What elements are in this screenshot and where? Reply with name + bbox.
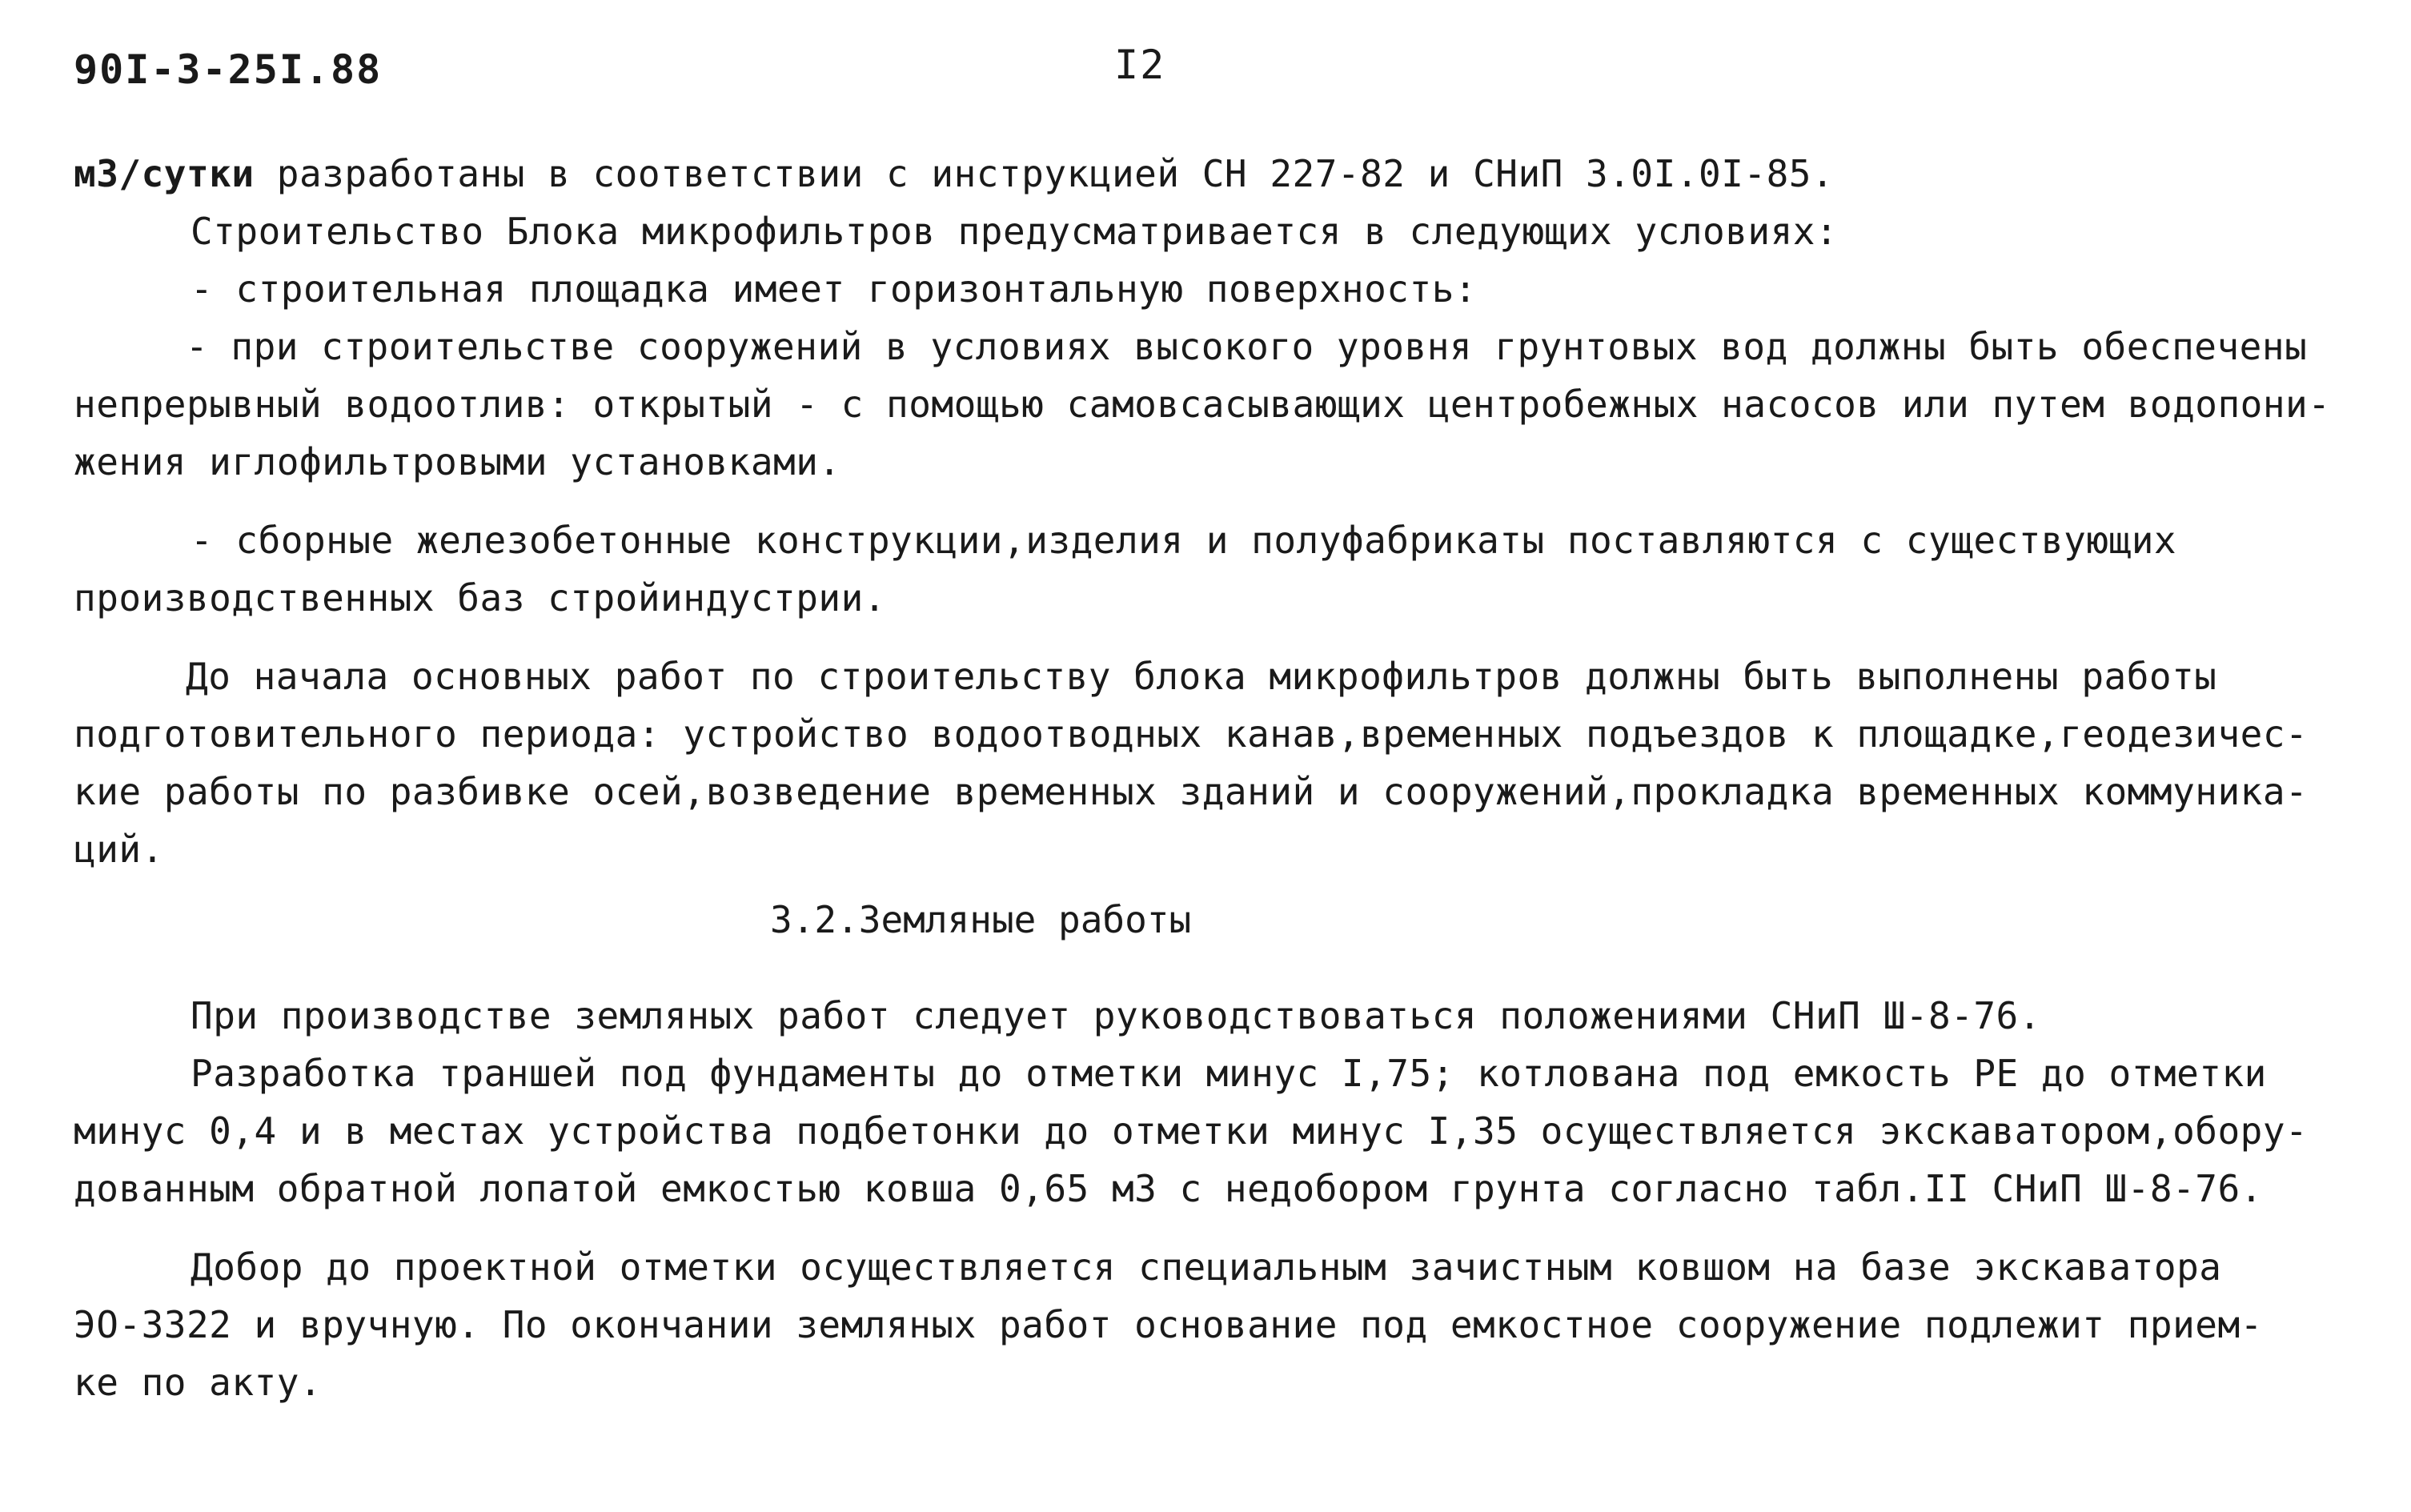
intro-rest: разработаны в соответствии с инструкцией СН 227-82 и СНиП 3.0I.0I-85. <box>276 152 1835 195</box>
prep-line-4: ций. <box>74 828 164 871</box>
prep-line-3: кие работы по разбивке осей,возведение временных зданий и сооружений,прокладка временных коммуника- <box>74 770 2309 813</box>
condition-item-2-line-1: - при строительстве сооружений в условиях высокого уровня грунтовых вод должны быть обеспечены <box>186 325 2308 368</box>
earthworks-p3-line-3: ке по акту. <box>74 1361 323 1404</box>
section-heading: 3.2.Земляные работы <box>770 898 1192 941</box>
condition-item-3-line-1: - сборные железобетонные конструкции,изделия и полуфабрикаты поставляются с существующих <box>191 519 2177 562</box>
prep-line-1: До начала основных работ по строительству блока микрофильтров должны быть выполнены работы <box>186 655 2217 698</box>
intro-lead: м3/сутки <box>74 152 255 195</box>
condition-item-2-line-2: непрерывный водоотлив: открытый - с помощью самовсасывающих центробежных насосов или путем водопони- <box>74 383 2331 426</box>
earthworks-p2-line-1: Разработка траншей под фундаменты до отметки минус I,75; котлована под емкость РЕ до отметки <box>191 1052 2267 1095</box>
earthworks-p2-line-2: минус 0,4 и в местах устройства подбетонки до отметки минус I,35 осуществляется экскаватором,обору- <box>74 1109 2309 1153</box>
page-number: I2 <box>1114 42 1166 88</box>
earthworks-p3-line-2: ЭО-3322 и вручную. По окончании земляных работ основание под емкостное сооружение подлежит прием- <box>74 1303 2263 1346</box>
condition-item-1: - строительная площадка имеет горизонтальную поверхность: <box>191 267 1478 311</box>
condition-item-2-line-3: жения иглофильтровыми установками. <box>74 440 841 483</box>
document-code: 90I-3-25I.88 <box>74 46 383 93</box>
intro-line <box>74 152 1834 195</box>
condition-item-3-line-2: производственных баз стройиндустрии. <box>74 576 886 620</box>
conditions-title: Строительство Блока микрофильтров предусматривается в следующих условиях: <box>191 210 1839 253</box>
earthworks-p2-line-3: дованным обратной лопатой емкостью ковша 0,65 м3 с недобором грунта согласно табл.II СНиП Ш-8-76. <box>74 1167 2263 1210</box>
prep-line-2: подготовительного периода: устройство водоотводных канав,временных подъездов к площадке,геодезичес- <box>74 712 2309 756</box>
earthworks-p1: При производстве земляных работ следует руководствоваться положениями СНиП Ш-8-76. <box>191 994 2041 1037</box>
earthworks-p3-line-1: Добор до проектной отметки осуществляется специальным зачистным ковшом на базе экскаватора <box>191 1245 2222 1289</box>
